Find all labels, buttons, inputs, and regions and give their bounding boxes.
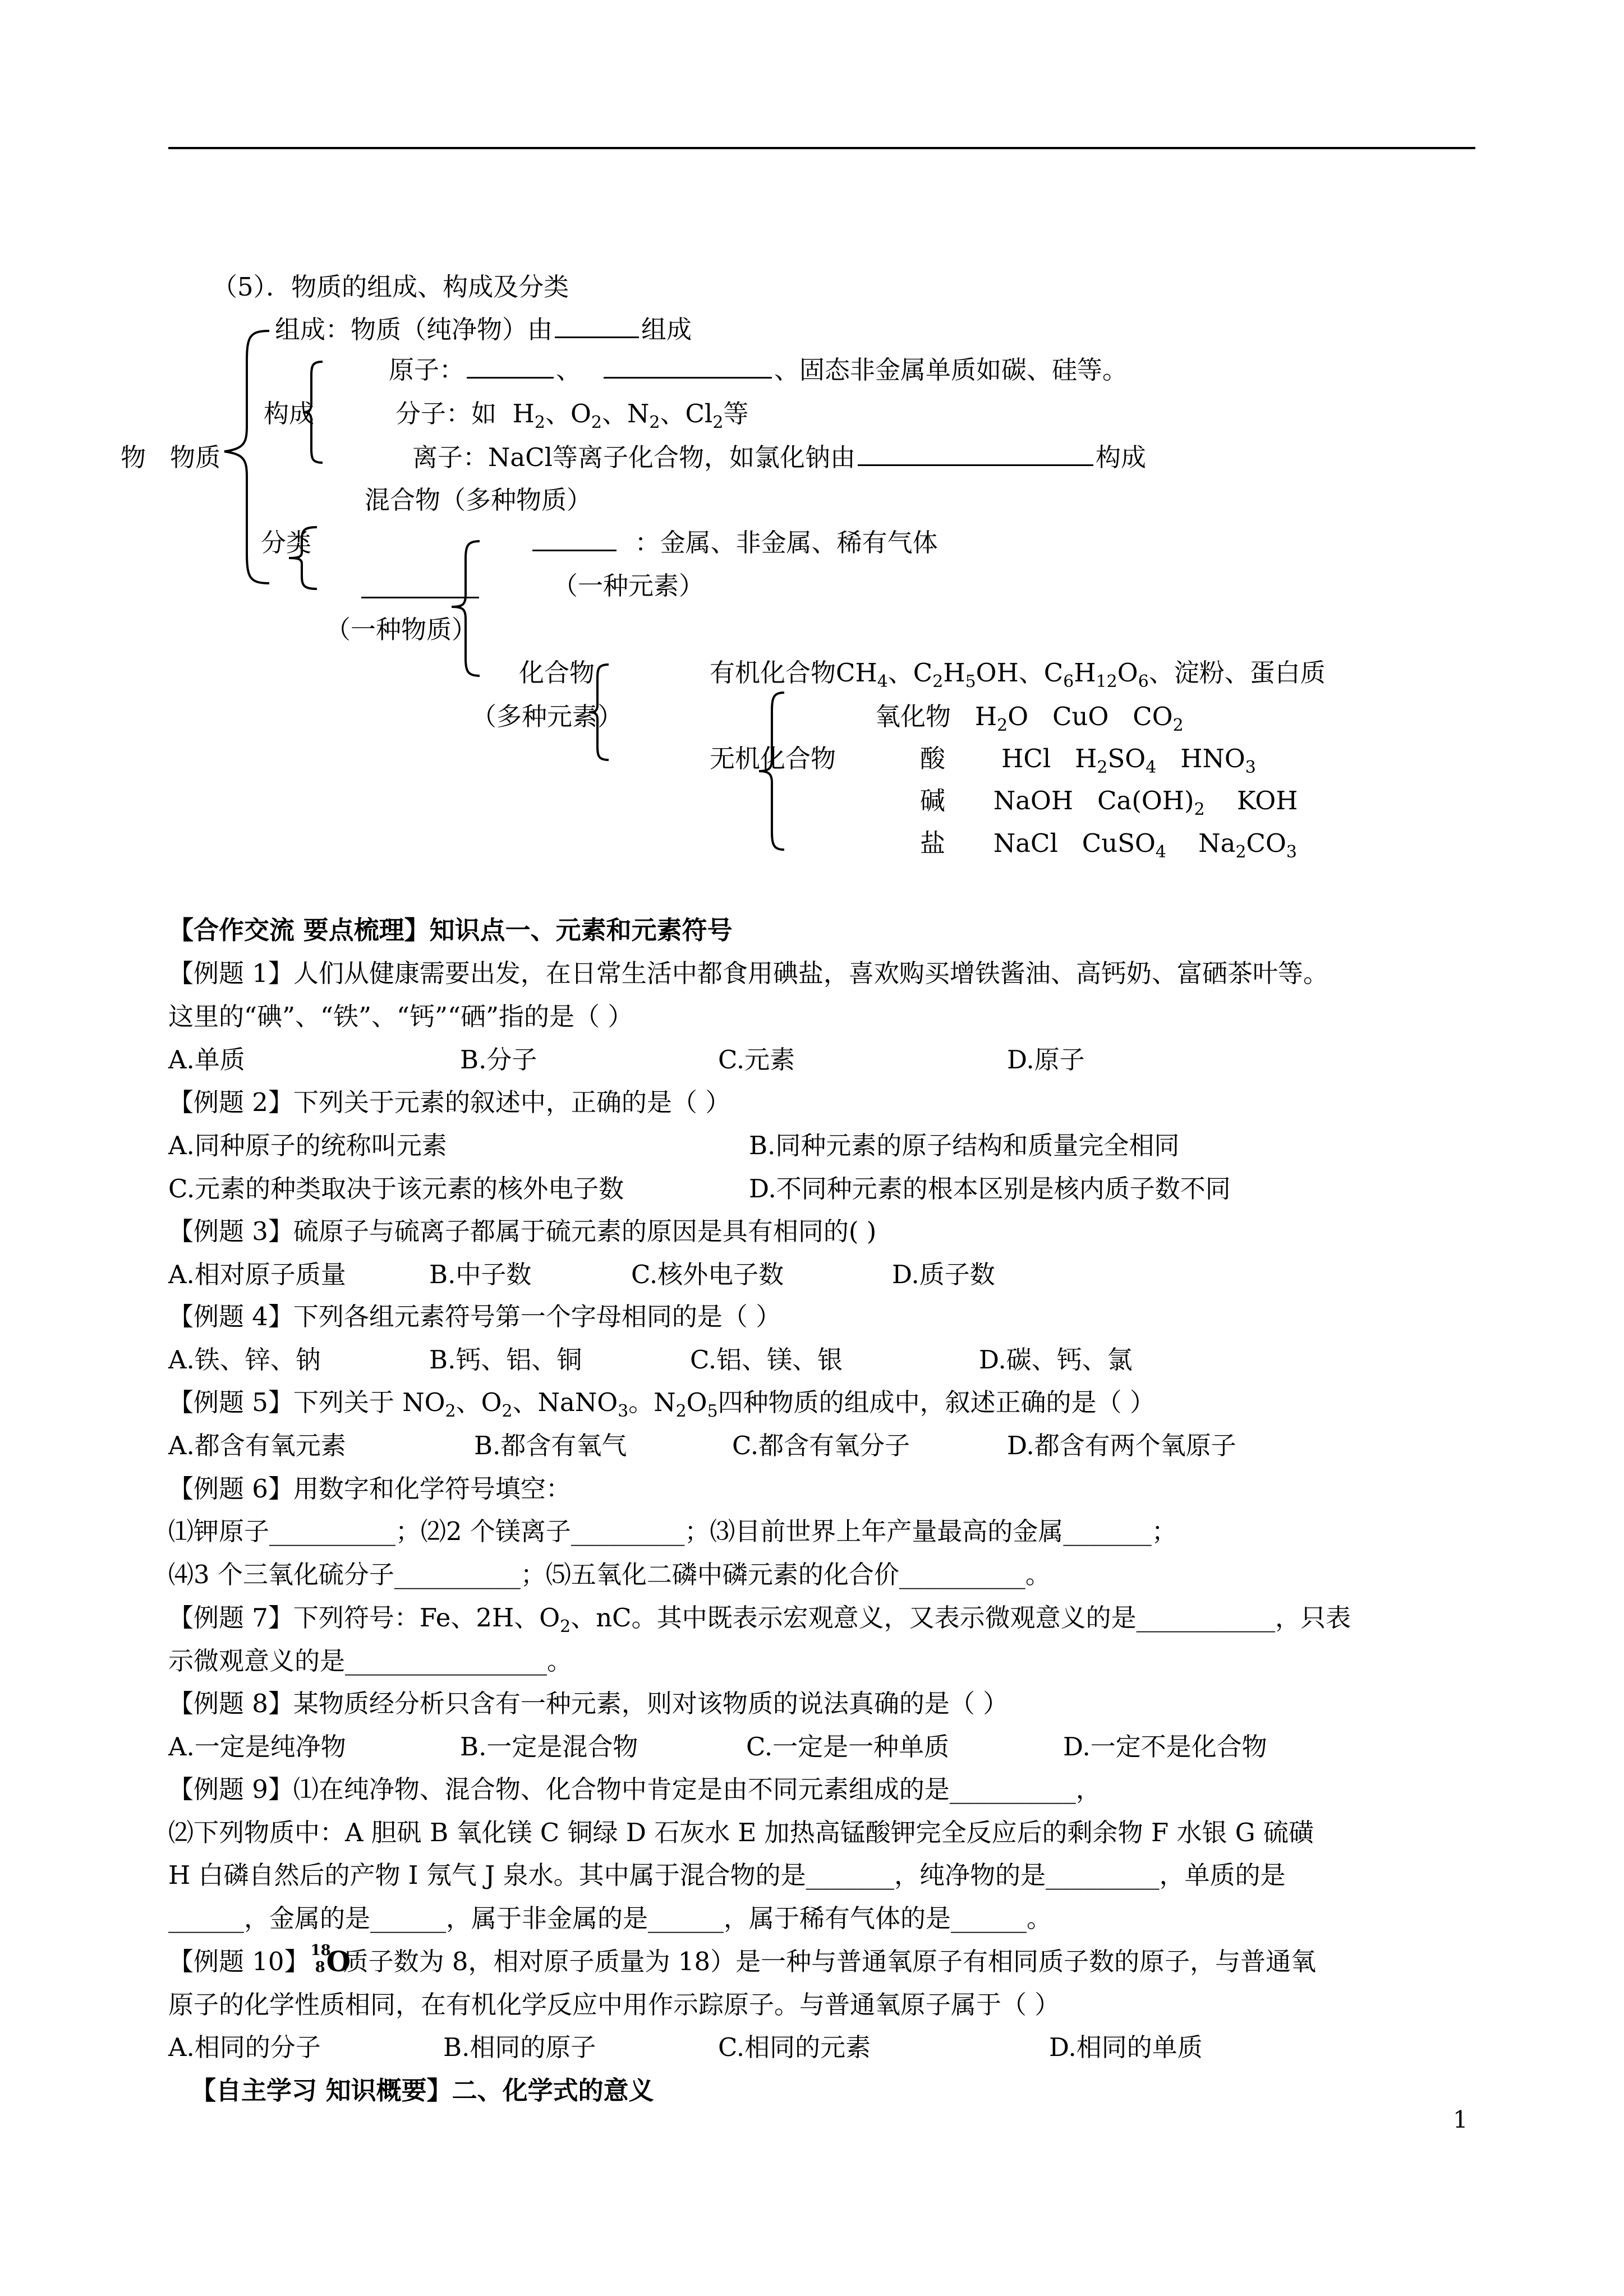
many-elements-label: （多种元素） (471, 702, 623, 731)
example-4-option-a: A.铁、锌、钠 (168, 1345, 321, 1375)
base-line: 碱 NaOH $Ca(OH)_2$ KOH (920, 786, 1298, 819)
example-2-option-d: D.不同种元素的根本区别是核内质子数不同 (749, 1174, 1231, 1204)
example-9-line-4: ______，金属的是______，属于非金属的是______，属于稀有气体的是______。 (168, 1903, 1052, 1933)
diagram-title: （5）．物质的组成、构成及分类 (212, 272, 569, 302)
example-10-line-2: 原子的化学性质相同，在有机化学反应中用作示踪原子。与普通氧原子属于（ ） (168, 1990, 1060, 2020)
construct-label: 构成 (264, 399, 315, 428)
example-5-question: 【例题 5】下列关于 $NO_2$、$O_2$、NaNO$_3$。$N_2O_5$四种物质的组成中，叙述正确的是（ ） (168, 1387, 1155, 1421)
composition-blank (555, 317, 639, 338)
example-4-question: 【例题 4】下列各组元素符号第一个字母相同的是（ ） (168, 1302, 781, 1331)
classify-label: 分类 (261, 528, 312, 557)
example-3-option-a: A.相对原子质量 (168, 1260, 346, 1289)
ion-blank (858, 445, 1093, 466)
example-8-question: 【例题 8】某物质经分析只含有一种元素，则对该物质的说法真确的是（ ） (168, 1689, 1009, 1718)
example-8-option-a: A.一定是纯净物 (168, 1732, 346, 1762)
acid-line: 酸 HCl $H_2SO_4$ $HNO_3$ (920, 744, 1256, 777)
example-2-option-c: C.元素的种类取决于该元素的核外电子数 (168, 1174, 624, 1204)
composition-line: 组成：物质（纯净物）由 组成 (275, 315, 692, 344)
example-4-option-c: C.铝、镁、银 (690, 1345, 843, 1375)
example-3-option-c: C.核外电子数 (631, 1260, 784, 1289)
example-5-option-d: D.都含有两个氧原子 (1007, 1431, 1236, 1460)
example-5-option-c: C.都含有氧分子 (732, 1431, 910, 1460)
example-1-question: 【例题 1】人们从健康需要出发，在日常生活中都食用碘盐，喜欢购买增铁酱油、高钙奶、富硒茶叶等。 (168, 958, 1328, 988)
atom-blank-1 (467, 358, 554, 379)
oxygen-18-isotope: 18 8 O (310, 1942, 351, 1978)
example-2-question: 【例题 2】下列关于元素的叙述中，正确的是（ ） (168, 1087, 731, 1117)
mixture-label: 混合物（多种物质） (365, 485, 592, 515)
example-6-line-1: ⑴钾原子__________；⑵2 个镁离子_________；⑶目前世界上年产量最高的金属_______； (168, 1516, 1177, 1546)
atom-blank-2 (604, 358, 772, 379)
example-10-option-c: C.相同的元素 (718, 2032, 871, 2062)
example-1-option-a: A.单质 (168, 1045, 245, 1075)
atom-line: 原子： 、 、固态非金属单质如碳、硅等。 (389, 355, 1128, 385)
example-7-question-2: 示微观意义的是________________。 (168, 1646, 573, 1676)
next-section-heading: 【自主学习 知识概要】二、化学式的意义 (191, 2076, 654, 2105)
example-6-question: 【例题 6】用数字和化学符号填空： (168, 1474, 571, 1504)
organic-line: 有机化合物$CH_4$、$C_2H_5OH$、$C_6H_{12}O_6$、淀粉、蛋白质 (710, 658, 1326, 691)
example-1-option-d: D.原子 (1007, 1045, 1085, 1075)
example-1-option-c: C.元素 (718, 1045, 795, 1075)
example-10-option-b: B.相同的原子 (443, 2032, 596, 2062)
example-4-option-d: D.碳、钙、氯 (979, 1345, 1133, 1375)
example-3-question: 【例题 3】硫原子与硫离子都属于硫元素的原因是具有相同的( ) (168, 1216, 877, 1246)
compound-label: 化合物 (519, 658, 595, 688)
inorganic-label: 无机化合物 (710, 744, 836, 773)
example-9-line-3: H 白磷自然后的产物 I 氖气 J 泉水。其中属于混合物的是_______，纯净物的是_________，单质的是 (168, 1860, 1286, 1890)
page-number: 1 (1453, 2106, 1468, 2133)
example-1-option-b: B.分子 (460, 1045, 537, 1075)
example-10-question: 【例题 10】 18 8 O 质子数为 8，相对原子质量为 18）是一种与普通氧原子有相同质子数的原子，与普通氧 (168, 1942, 1317, 1978)
example-9-question: 【例题 9】⑴在纯净物、混合物、化合物中肯定是由不同元素组成的是__________， (168, 1774, 1101, 1804)
example-2-option-b: B.同种元素的原子结构和质量完全相同 (749, 1131, 1180, 1160)
example-8-option-d: D.一定不是化合物 (1063, 1732, 1267, 1762)
element-type-blank (532, 531, 617, 551)
example-5-option-a: A.都含有氧元素 (168, 1431, 346, 1460)
header-rule (168, 147, 1475, 149)
example-2-option-a: A.同种原子的统称叫元素 (168, 1131, 447, 1160)
root-label: 物 物质 (121, 442, 220, 472)
example-8-option-b: B.一定是混合物 (460, 1732, 638, 1762)
example-3-option-d: D.质子数 (892, 1260, 995, 1289)
example-9-line-2: ⑵下列物质中：A 胆矾 B 氧化镁 C 铜绿 D 石灰水 E 加热高锰酸钾完全反应后的剩余物 F 水银 G 硫磺 (168, 1818, 1314, 1847)
example-6-line-2: ⑷3 个三氧化硫分子__________；⑸五氧化二磷中磷元素的化合价__________。 (168, 1560, 1051, 1589)
example-1-question-2: 这里的“碘”、“铁”、“钙”“硒”指的是（ ） (168, 1002, 633, 1031)
one-substance-label: （一种物质） (325, 615, 477, 644)
salt-line: 盐 NaCl CuSO$_4$ $Na_2CO_3$ (920, 828, 1297, 862)
ion-line: 离子：NaCl等离子化合物，如氯化钠由 构成 (412, 442, 1147, 472)
example-7-question: 【例题 7】下列符号：Fe、2H、$O_2$、nC。其中既表示宏观意义，又表示微观意义的是___________，只表 (168, 1603, 1351, 1636)
example-8-option-c: C.一定是一种单质 (746, 1732, 950, 1762)
one-element-label: （一种元素） (553, 571, 705, 601)
example-10-option-d: D.相同的单质 (1049, 2032, 1203, 2062)
oxide-line: 氧化物 $H_2O$ CuO $CO_2$ (875, 702, 1184, 735)
example-10-option-a: A.相同的分子 (168, 2032, 321, 2062)
molecule-line: 分子：如 $H_2$、$O_2$、$N_2$、$Cl_2$等 (395, 399, 749, 432)
section-heading: 【合作交流 要点梳理】知识点一、元素和元素符号 (168, 915, 733, 945)
element-types-line: ：金属、非金属、稀有气体 (530, 527, 938, 559)
example-3-option-b: B.中子数 (429, 1260, 532, 1289)
substance-brace (449, 538, 482, 679)
example-5-option-b: B.都含有氧气 (474, 1431, 627, 1460)
example-4-option-b: B.钙、铝、铜 (429, 1345, 582, 1375)
pure-substance-blank (361, 578, 479, 598)
